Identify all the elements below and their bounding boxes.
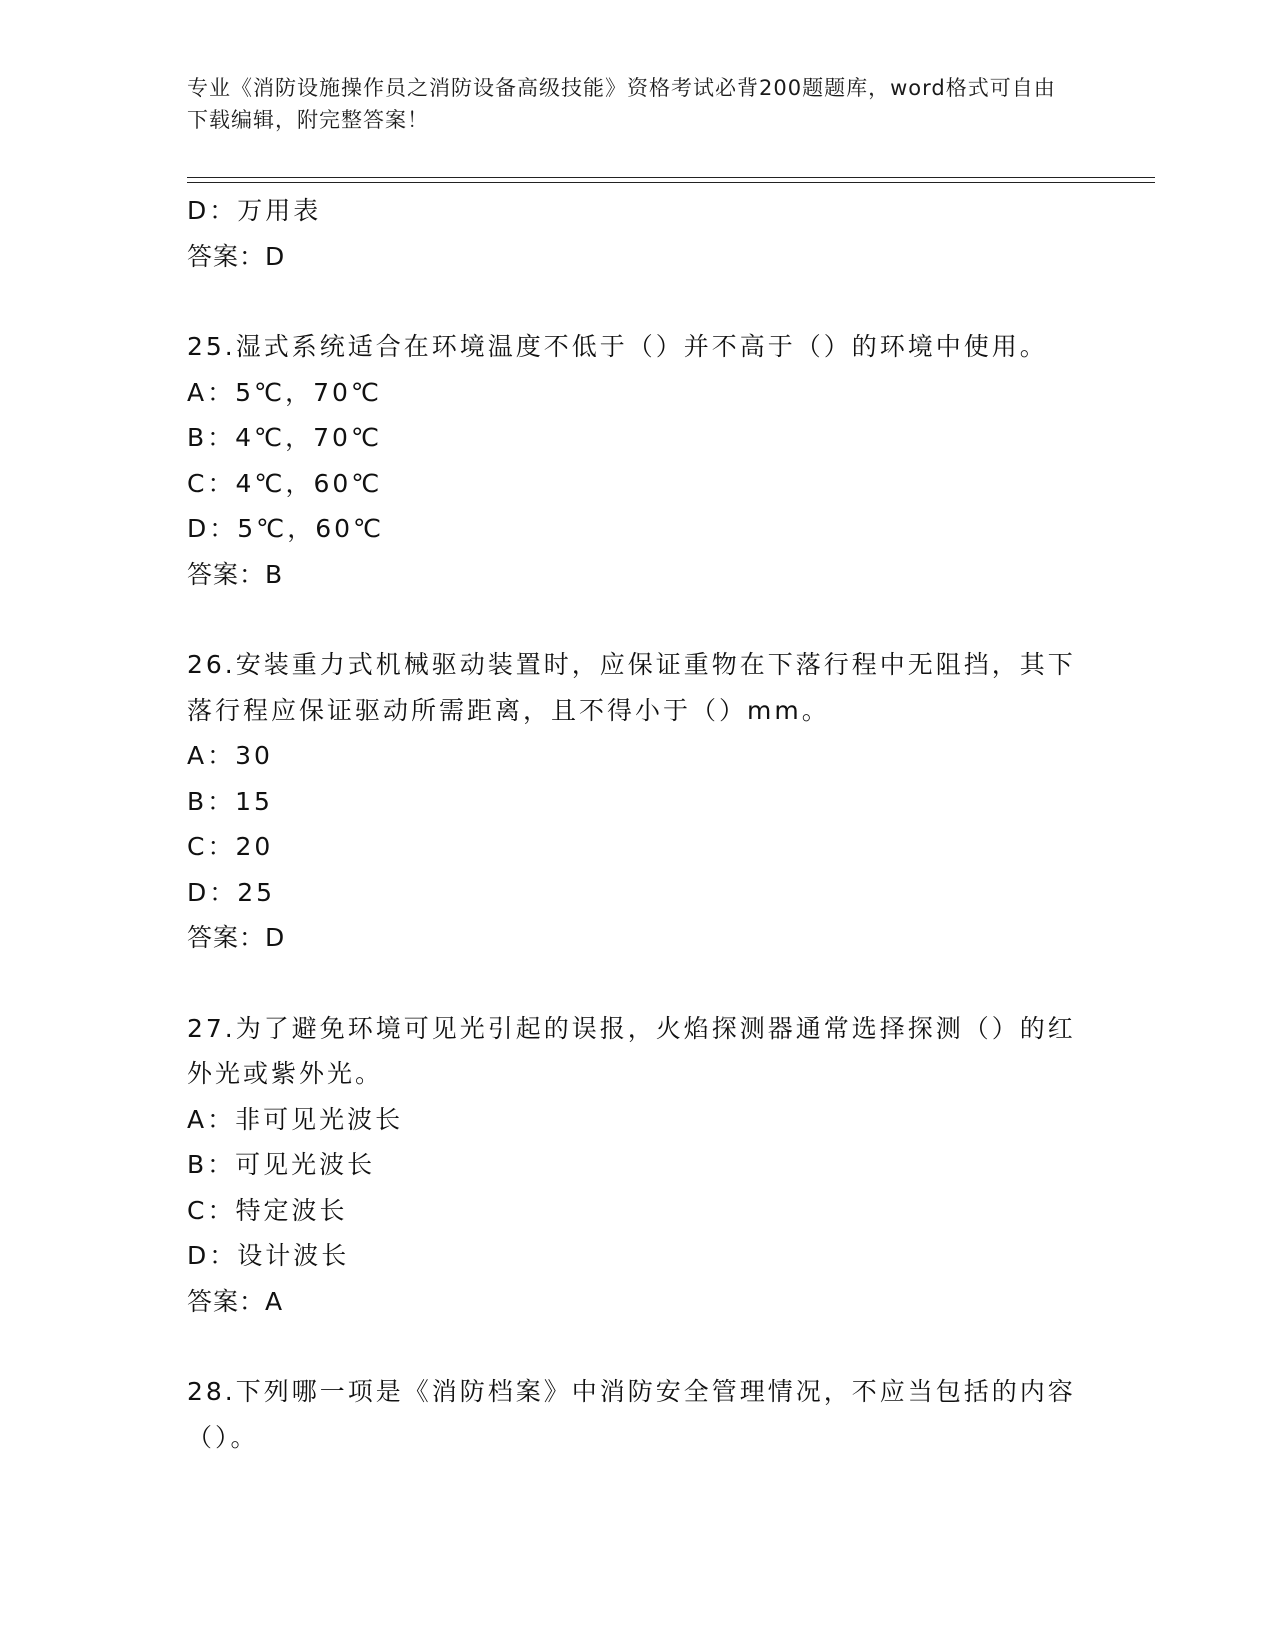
option-c: C：20: [187, 832, 274, 861]
question-text: 26.安装重力式机械驱动装置时，应保证重物在下落行程中无阻挡，其下落行程应保证驱动所需距离，且不得小于（）mm。: [187, 650, 1076, 725]
prev-answer: 答案：D: [187, 241, 286, 271]
answer: 答案：D: [187, 923, 286, 952]
answer: 答案：A: [187, 1286, 284, 1316]
header-rule-bottom: [187, 182, 1155, 183]
question-text: 25.湿式系统适合在环境温度不低于（）并不高于（）的环境中使用。: [187, 332, 1048, 361]
option-b: B：4℃，70℃: [187, 423, 383, 452]
question-text: 28.下列哪一项是《消防档案》中消防安全管理情况，不应当包括的内容（）。: [187, 1377, 1076, 1452]
option-d: D：25: [187, 877, 276, 907]
question-25: [187, 324, 1087, 597]
option-a: A：5℃，70℃: [187, 377, 382, 407]
document-header: 专业《消防设施操作员之消防设备高级技能》资格考试必背200题题库，word格式可自由下载编辑，附完整答案！: [187, 76, 1056, 132]
option-a: A：非可见光波长: [187, 1104, 404, 1134]
option-d: D：设计波长: [187, 1241, 350, 1270]
document-body: [187, 188, 1087, 1460]
question-26: [187, 642, 1087, 961]
question-27: [187, 1006, 1087, 1325]
question-28: [187, 1369, 1087, 1460]
option-d: D：5℃，60℃: [187, 514, 385, 543]
question-text: 27.为了避免环境可见光引起的误报，火焰探测器通常选择探测（）的红外光或紫外光。: [187, 1013, 1076, 1088]
option-a: A：30: [187, 741, 273, 770]
option-b: B：可见光波长: [187, 1150, 376, 1179]
prev-option-d: D：万用表: [187, 196, 322, 225]
header-rule-top: [187, 177, 1155, 178]
option-b: B：15: [187, 786, 273, 816]
answer: 答案：B: [187, 559, 284, 589]
option-c: C：特定波长: [187, 1195, 348, 1225]
option-c: C：4℃，60℃: [187, 468, 383, 498]
